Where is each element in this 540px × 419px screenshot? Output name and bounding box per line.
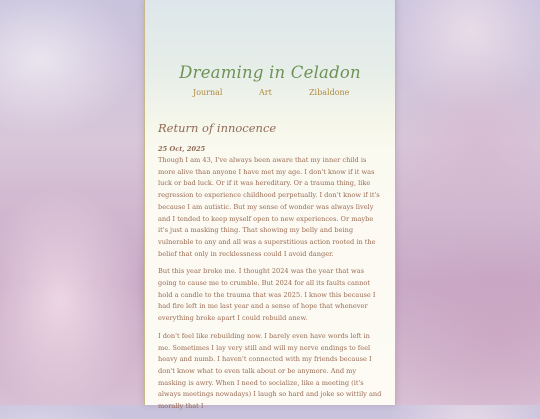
top-nav xyxy=(145,88,395,100)
post-date: 25 Oct, 2025 xyxy=(158,145,206,153)
post-paragraph: Though I am 43, I've always been aware that my inner child is more alive than anyone I have met my age. I don't know if it was luck or bad luck. Or if it was hereditary. Or a trauma thing, like regression to experience childhood perpetually. I don't know if it's because I am autistic. But my sense of wonder was always lively and I tended to keep myself open to new experiences. Or maybe it's just a masking thing. That showing my belly and being vulnerable to any and all was a superstitious action rooted in the belief that only in recklessness could I avoid danger. xyxy=(158,156,380,258)
post xyxy=(158,121,384,419)
post-paragraph: But this year broke me. I thought 2024 was the year that was going to cause me to crumble. But 2024 for all its faults cannot hold a candle to the trauma that was 2025. I know this because I had fire left in me last year and a sense of hope that whenever everything broke apart I could rebuild anew. xyxy=(158,267,376,323)
nav-journal[interactable]: Journal xyxy=(193,88,223,97)
nav-zibaldone[interactable]: Zibaldone xyxy=(309,88,350,97)
nav-art[interactable]: Art xyxy=(259,88,272,97)
site-title[interactable]: Dreaming in Celadon xyxy=(179,63,361,82)
post-paragraph: I don't feel like rebuilding now. I barely even have words left in me. Sometimes I lay very still and will my nerve endings to feel heavy and numb. I haven't connected with my friends because I don't know what to even talk about or be anymore. And my masking is awry. When I need to socialize, like a meeting (it's always meetings nowadays) I laugh so hard and joke so wittily and morally that I xyxy=(158,331,382,411)
main-column xyxy=(144,0,396,411)
post-body xyxy=(158,155,384,413)
post-title[interactable]: Return of innocence xyxy=(158,121,277,135)
